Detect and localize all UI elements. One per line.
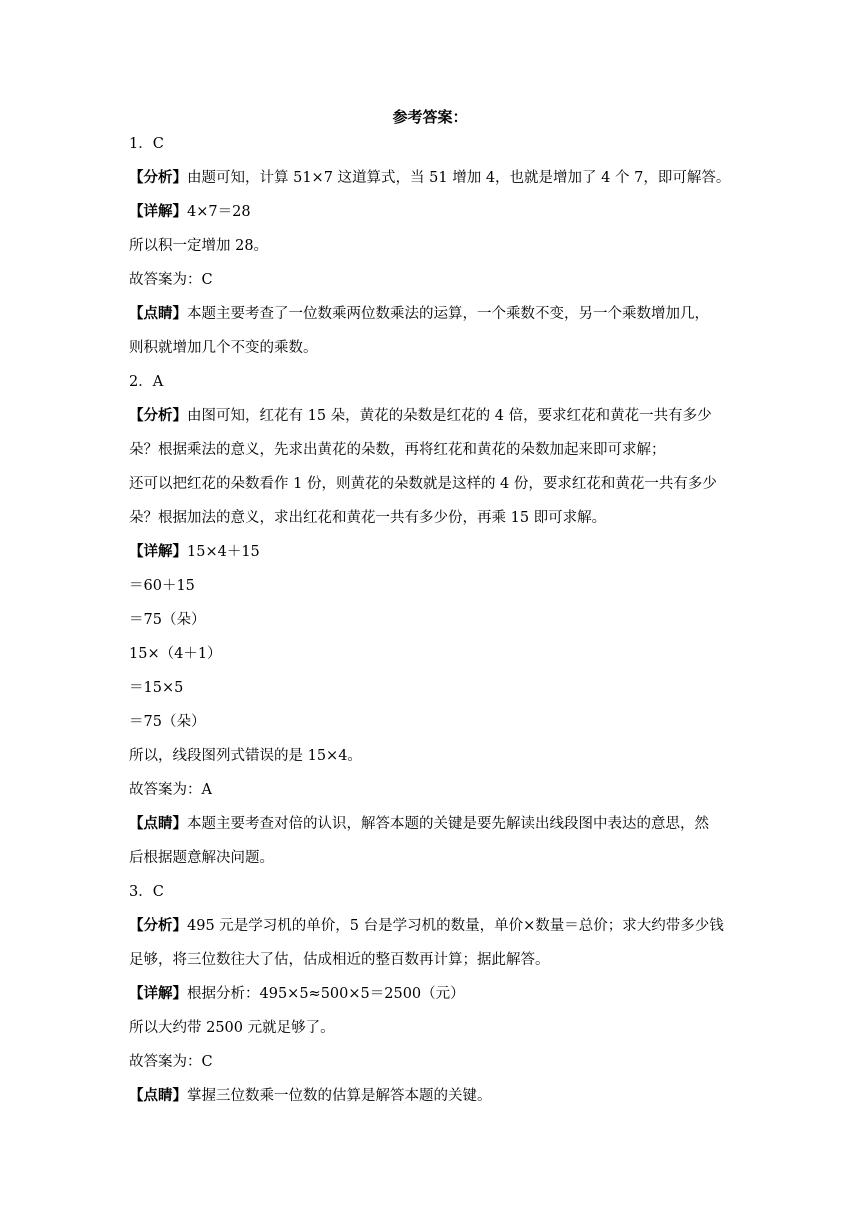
comment-text: 本题主要考查了一位数乘两位数乘法的运算，一个乘数不变，另一个乘数增加几， [187, 306, 709, 322]
analysis-text: 由图可知，红花有 15 朵，黄花的朵数是红花的 4 倍，要求红花和黄花一共有多少 [187, 408, 712, 424]
analysis-tag: 【分析】 [129, 408, 187, 424]
comment-text: 本题主要考查对倍的认识，解答本题的关键是要先解读出线段图中表达的意思，然 [187, 816, 709, 832]
page-title: 参考答案： [392, 108, 468, 126]
answer-1-detail [129, 202, 739, 222]
analysis-text: 由题可知，计算 51×7 这道算式，当 51 增加 4，也就是增加了 4 个 7，即可解答。 [187, 170, 731, 186]
detail-tag: 【详解】 [129, 544, 187, 560]
detail-tag: 【详解】 [129, 204, 187, 220]
answer-2-analysis-cont: 朵？根据乘法的意义，先求出黄花的朵数，再将红花和黄花的朵数加起来即可求解； [129, 442, 666, 458]
answer-3-line: 故答案为：C [129, 1054, 213, 1070]
answer-2-comment [129, 814, 739, 834]
answer-2-line: ＝75（朵） [129, 714, 206, 730]
answer-1-analysis [129, 168, 739, 188]
comment-tag: 【点睛】 [129, 306, 187, 322]
answer-1-line: 故答案为：C [129, 272, 213, 288]
analysis-tag: 【分析】 [129, 918, 187, 934]
answer-2-line: ＝75（朵） [129, 612, 206, 628]
answer-1-comment [129, 304, 739, 324]
answer-2-line: ＝60＋15 [129, 578, 195, 594]
answer-3-heading: 3．C [129, 884, 164, 900]
analysis-text: 495 元是学习机的单价，5 台是学习机的数量，单价×数量＝总价；求大约带多少钱 [187, 918, 724, 934]
detail-tag: 【详解】 [129, 986, 187, 1002]
answer-2-analysis-cont: 还可以把红花的朵数看作 1 份，则黄花的朵数就是这样的 4 份，要求红花和黄花一共有多少 [129, 476, 717, 492]
answer-2-analysis [129, 406, 739, 426]
answer-3-analysis [129, 916, 739, 936]
comment-tag: 【点睛】 [129, 1088, 187, 1104]
answer-3-detail [129, 984, 739, 1004]
answer-3-line: 所以大约带 2500 元就足够了。 [129, 1020, 335, 1036]
answer-3-comment [129, 1086, 739, 1106]
answer-2-heading: 2．A [129, 374, 164, 390]
detail-text: 根据分析：495×5≈500×5＝2500（元） [187, 986, 465, 1002]
answer-2-line: ＝15×5 [129, 680, 184, 696]
answer-1-comment-cont: 则积就增加几个不变的乘数。 [129, 340, 318, 356]
comment-text: 掌握三位数乘一位数的估算是解答本题的关键。 [187, 1088, 492, 1104]
answer-2-line: 所以，线段图列式错误的是 15×4。 [129, 748, 362, 764]
detail-text: 4×7＝28 [187, 204, 251, 220]
comment-tag: 【点睛】 [129, 816, 187, 832]
detail-text: 15×4＋15 [187, 544, 260, 560]
analysis-tag: 【分析】 [129, 170, 187, 186]
answer-2-line: 故答案为：A [129, 782, 212, 798]
answer-1-heading: 1．C [129, 136, 164, 152]
answer-2-detail [129, 542, 739, 562]
answer-2-line: 15×（4＋1） [129, 646, 222, 662]
answer-3-analysis-cont: 足够，将三位数往大了估，估成相近的整百数再计算；据此解答。 [129, 952, 550, 968]
answer-2-comment-cont: 后根据题意解决问题。 [129, 850, 274, 866]
answer-2-analysis-cont: 朵？根据加法的意义，求出红花和黄花一共有多少份，再乘 15 即可求解。 [129, 510, 607, 526]
answer-1-line: 所以积一定增加 28。 [129, 238, 269, 254]
